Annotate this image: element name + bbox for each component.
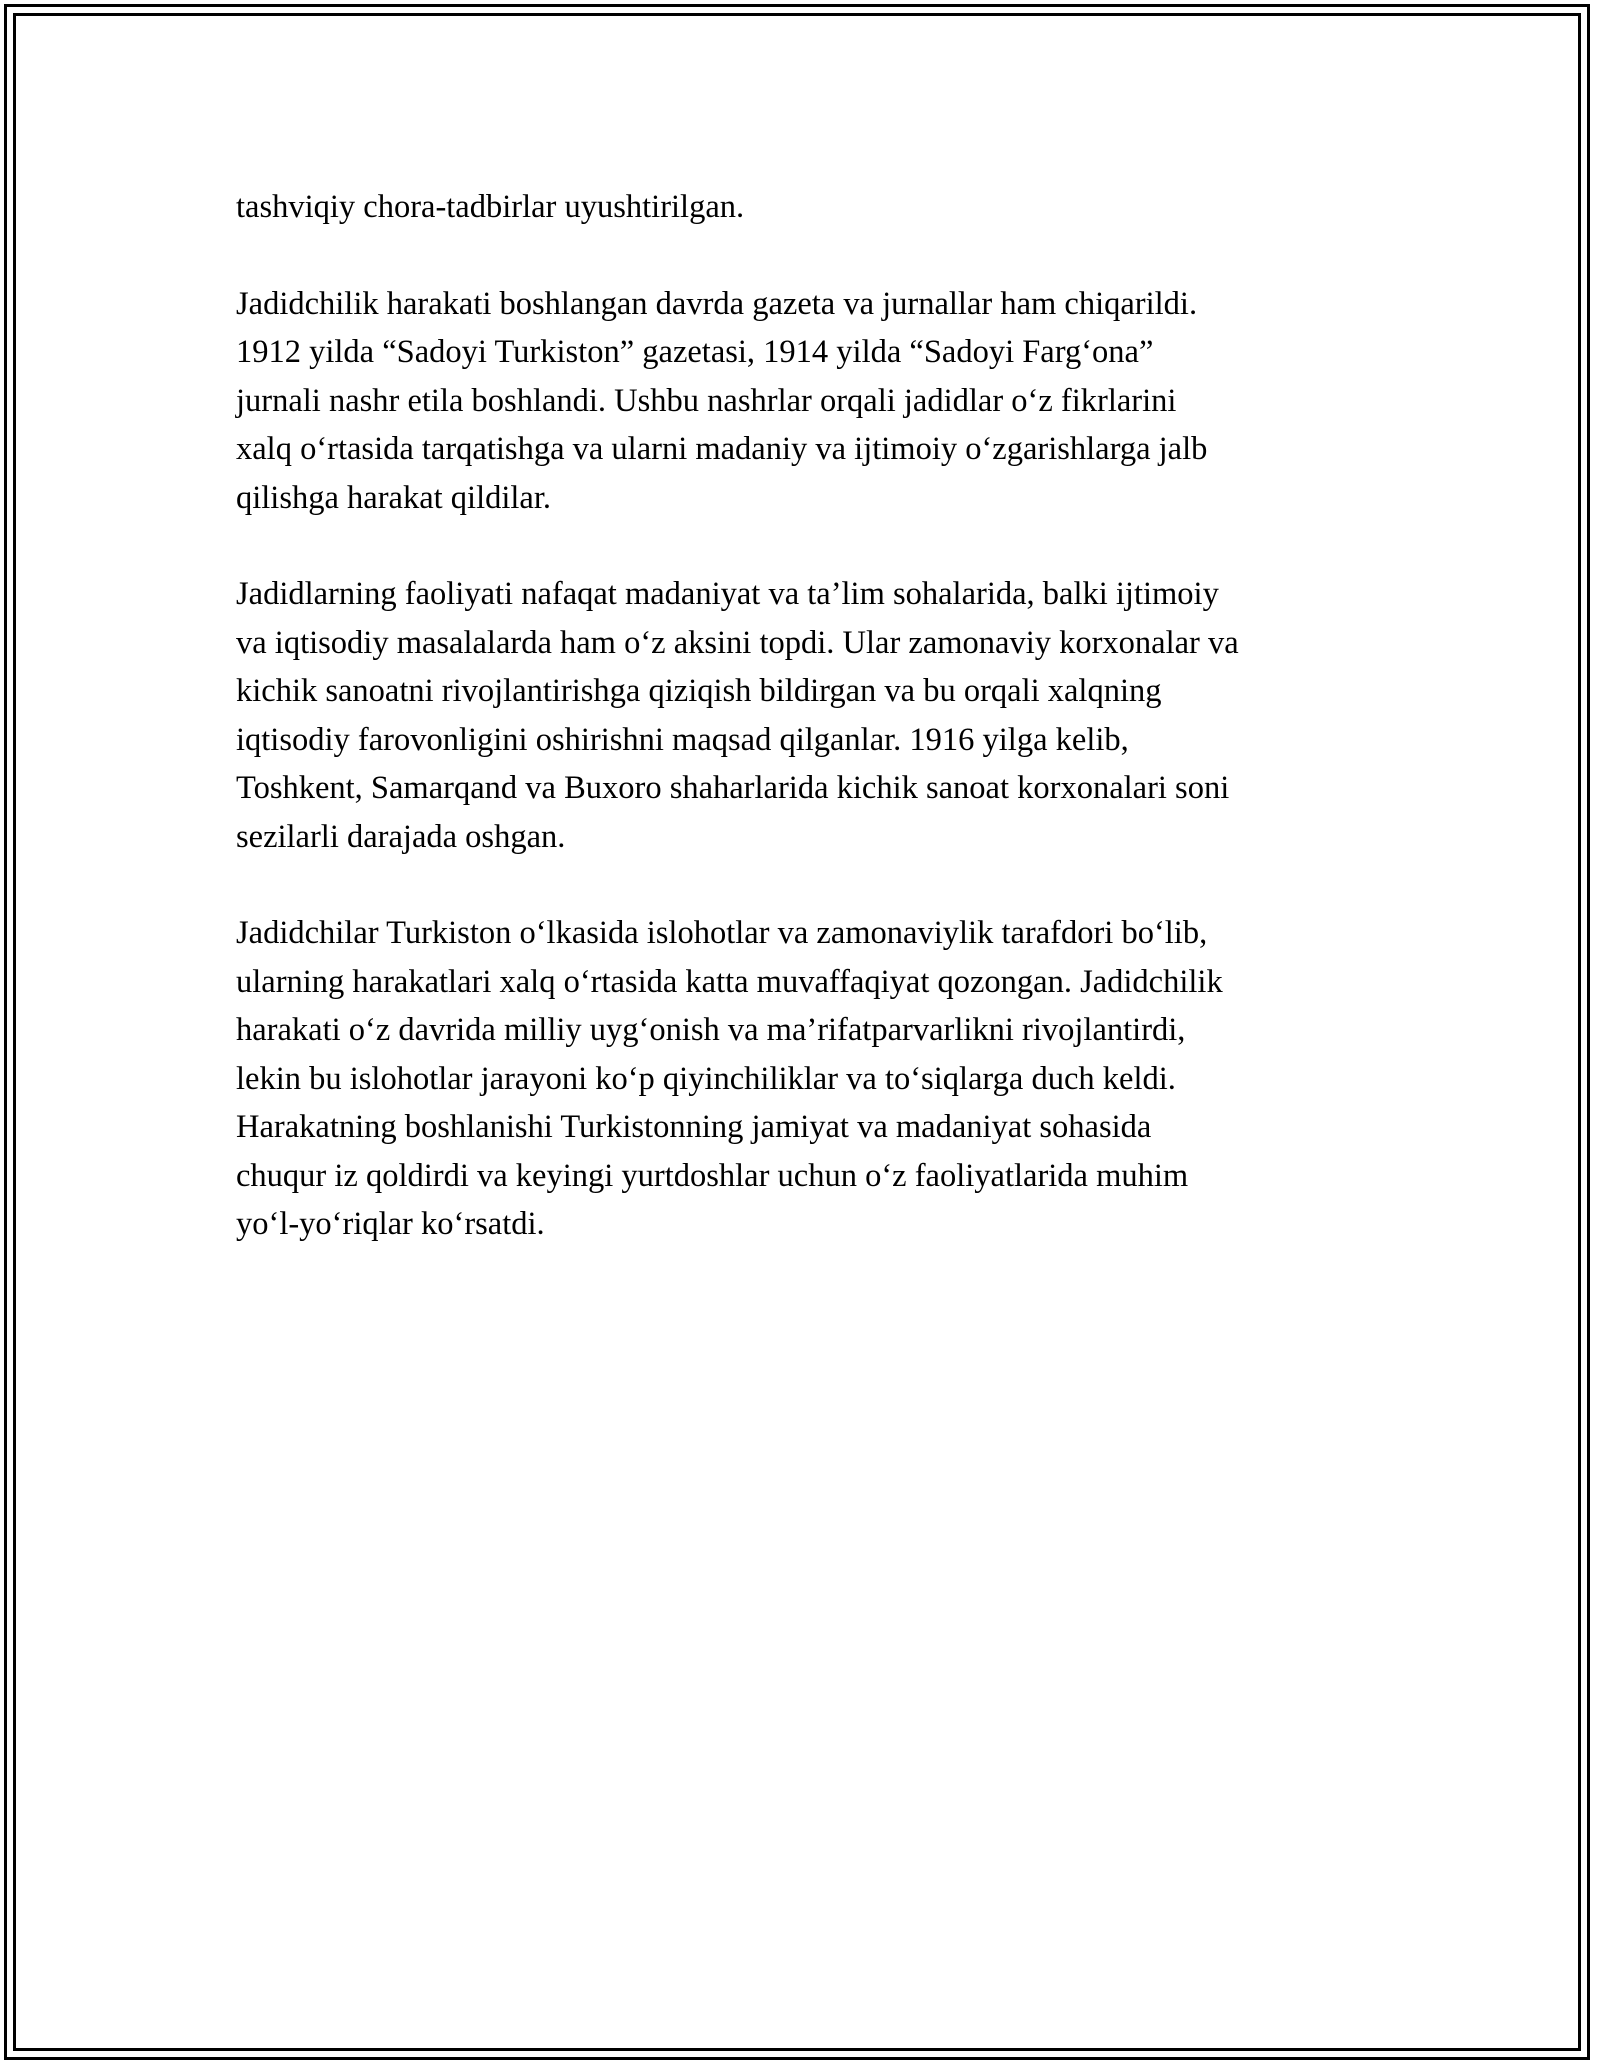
paragraph-1: tashviqiy chora-tadbirlar uyushtirilgan. <box>236 189 745 225</box>
paragraph-2: Jadidchilik harakati boshlangan davrda gazeta va jurnallar ham chiqarildi. 1912 yilda “Sadoyi Turkiston” gazetasi, 1914 yilda “Sadoyi Farg‘ona” jurnali nashr etila boshlandi. Ushbu nashrlar orqali jadidlar o‘z fikrlarini xalq o‘rtasida tarqatishga va ularni madaniy va ijtimoiy o‘zgarishlarga jalb qilishga harakat qildilar. <box>236 285 1208 516</box>
paragraph-4: Jadidchilar Turkiston o‘lkasida islohotlar va zamonaviylik tarafdori bo‘lib, ularning harakatlari xalq o‘rtasida katta muvaffaqiyat qozongan. Jadidchilik harakati o‘z davrida milliy uyg‘onish va ma’rifatparvarlikni rivojlantirdi, lekin bu islohotlar jarayoni ko‘p qiyinchiliklar va to‘siqlarga duch keldi. Harakatning boshlanishi Turkistonning jamiyat va madaniyat sohasida chuqur iz qoldirdi va keyingi yurtdoshlar uchun o‘z faoliyatlarida muhim yo‘l-yo‘riqlar ko‘rsatdi. <box>236 915 1223 1242</box>
document-body <box>236 183 1386 1297</box>
paragraph-3: Jadidlarning faoliyati nafaqat madaniyat va ta’lim sohalarida, balki ijtimoiy va iqtisodiy masalalarda ham o‘z aksini topdi. Ular zamonaviy korxonalar va kichik sanoatni rivojlantirishga qiziqish bildirgan va bu orqali xalqning iqtisodiy farovonligini oshirishni maqsad qilganlar. 1916 yilga kelib, Toshkent, Samarqand va Buxoro shaharlarida kichik sanoat korxonalari soni sezilarli darajada oshgan. <box>236 576 1239 855</box>
